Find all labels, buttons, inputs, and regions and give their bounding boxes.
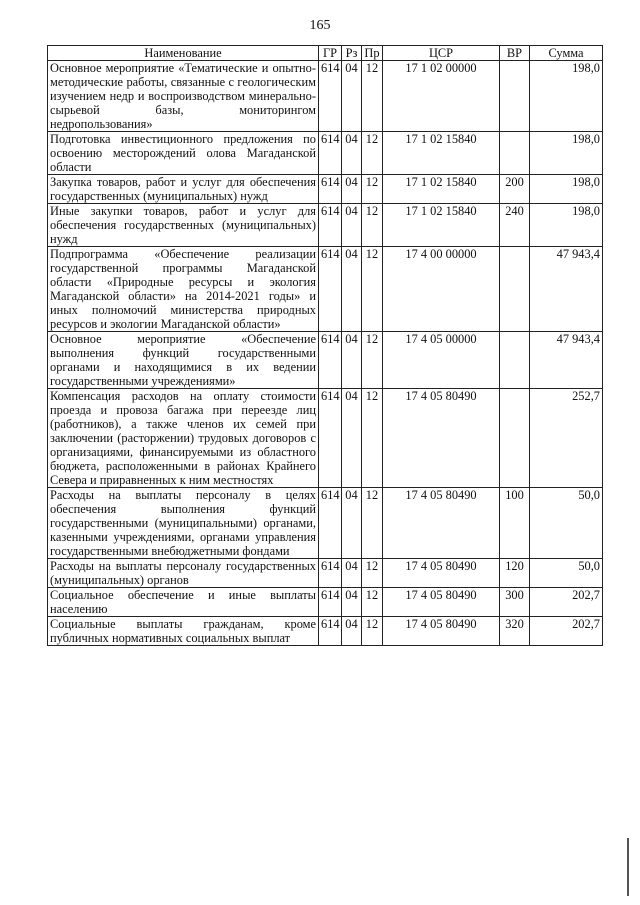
column-header-vr: ВР [500,46,530,61]
cell-name: Компенсация расходов на оплату стоимости проезда и провоза багажа при переезде лиц (работников), а также членов их семей при заключении (расторжении) трудовых договоров с организациями, финансируемыми из областного бюджета, расположенными в районах Крайнего Севера и приравненных к ним местностях [48,389,319,488]
scan-edge-mark [627,838,629,896]
cell-rz: 04 [342,332,362,389]
cell-csr: 17 4 05 80490 [383,488,500,559]
cell-vr: 240 [500,204,530,247]
column-header-sum: Сумма [530,46,603,61]
cell-gr: 614 [319,488,342,559]
cell-csr: 17 4 05 80490 [383,559,500,588]
cell-name: Основное мероприятие «Тематические и опытно-методические работы, связанные с геологическим изучением недр и воспроизводством минерально-сырьевой базы, мониторингом недропользования» [48,61,319,132]
cell-vr [500,332,530,389]
cell-gr: 614 [319,332,342,389]
cell-gr: 614 [319,132,342,175]
cell-sum: 50,0 [530,559,603,588]
cell-pr: 12 [362,588,383,617]
cell-csr: 17 1 02 00000 [383,61,500,132]
cell-vr: 320 [500,617,530,646]
table-row [48,204,603,247]
cell-rz: 04 [342,204,362,247]
cell-name: Социальное обеспечение и иные выплаты населению [48,588,319,617]
cell-vr [500,247,530,332]
cell-csr: 17 4 05 80490 [383,588,500,617]
cell-name: Основное мероприятие «Обеспечение выполнения функций государственными органами и находящимися в их ведении государственными учреждениями» [48,332,319,389]
cell-pr: 12 [362,175,383,204]
cell-rz: 04 [342,617,362,646]
cell-name: Социальные выплаты гражданам, кроме публичных нормативных социальных выплат [48,617,319,646]
cell-rz: 04 [342,132,362,175]
cell-sum: 47 943,4 [530,332,603,389]
cell-gr: 614 [319,588,342,617]
cell-vr: 120 [500,559,530,588]
cell-gr: 614 [319,559,342,588]
cell-sum: 50,0 [530,488,603,559]
cell-pr: 12 [362,559,383,588]
table-row [48,61,603,132]
cell-name: Подготовка инвестиционного предложения по освоению месторождений олова Магаданской области [48,132,319,175]
cell-gr: 614 [319,389,342,488]
cell-csr: 17 4 05 00000 [383,332,500,389]
cell-sum: 198,0 [530,204,603,247]
cell-pr: 12 [362,617,383,646]
cell-name: Подпрограмма «Обеспечение реализации государственной программы Магаданской области «Природные ресурсы и экология Магаданской области» на 2014-2021 годы» и иных полномочий министерства природных ресурсов и экологии Магаданской области» [48,247,319,332]
cell-gr: 614 [319,617,342,646]
cell-csr: 17 1 02 15840 [383,132,500,175]
table-header-row [48,46,603,61]
cell-pr: 12 [362,247,383,332]
cell-vr [500,61,530,132]
cell-pr: 12 [362,132,383,175]
page-number: 165 [309,18,331,33]
column-header-rz: Рз [342,46,362,61]
column-header-csr: ЦСР [383,46,500,61]
column-header-name: Наименование [48,46,319,61]
table-body [48,61,603,646]
table-row [48,247,603,332]
cell-vr [500,132,530,175]
cell-sum: 202,7 [530,617,603,646]
cell-name: Расходы на выплаты персоналу в целях обеспечения выполнения функций государственными (муниципальными) органами, казенными учреждениями, органами управления государственными внебюджетными фондами [48,488,319,559]
cell-pr: 12 [362,204,383,247]
cell-rz: 04 [342,588,362,617]
cell-sum: 198,0 [530,175,603,204]
cell-csr: 17 4 05 80490 [383,389,500,488]
cell-vr [500,389,530,488]
cell-pr: 12 [362,332,383,389]
table-row [48,559,603,588]
column-header-pr: Пр [362,46,383,61]
cell-rz: 04 [342,247,362,332]
cell-rz: 04 [342,488,362,559]
cell-rz: 04 [342,61,362,132]
cell-gr: 614 [319,247,342,332]
cell-csr: 17 1 02 15840 [383,175,500,204]
cell-rz: 04 [342,389,362,488]
cell-sum: 47 943,4 [530,247,603,332]
table-row [48,389,603,488]
table-row [48,132,603,175]
cell-gr: 614 [319,204,342,247]
cell-csr: 17 4 00 00000 [383,247,500,332]
cell-rz: 04 [342,559,362,588]
cell-csr: 17 1 02 15840 [383,204,500,247]
cell-sum: 198,0 [530,132,603,175]
table-row [48,332,603,389]
cell-name: Закупка товаров, работ и услуг для обеспечения государственных (муниципальных) нужд [48,175,319,204]
cell-csr: 17 4 05 80490 [383,617,500,646]
column-header-gr: ГР [319,46,342,61]
budget-table [47,45,603,646]
cell-name: Расходы на выплаты персоналу государственных (муниципальных) органов [48,559,319,588]
cell-sum: 202,7 [530,588,603,617]
table-row [48,488,603,559]
cell-sum: 198,0 [530,61,603,132]
table-row [48,617,603,646]
cell-pr: 12 [362,488,383,559]
cell-vr: 200 [500,175,530,204]
cell-pr: 12 [362,61,383,132]
cell-name: Иные закупки товаров, работ и услуг для обеспечения государственных (муниципальных) нужд [48,204,319,247]
cell-rz: 04 [342,175,362,204]
cell-sum: 252,7 [530,389,603,488]
cell-gr: 614 [319,61,342,132]
cell-vr: 300 [500,588,530,617]
table-row [48,588,603,617]
cell-vr: 100 [500,488,530,559]
cell-gr: 614 [319,175,342,204]
table-row [48,175,603,204]
cell-pr: 12 [362,389,383,488]
